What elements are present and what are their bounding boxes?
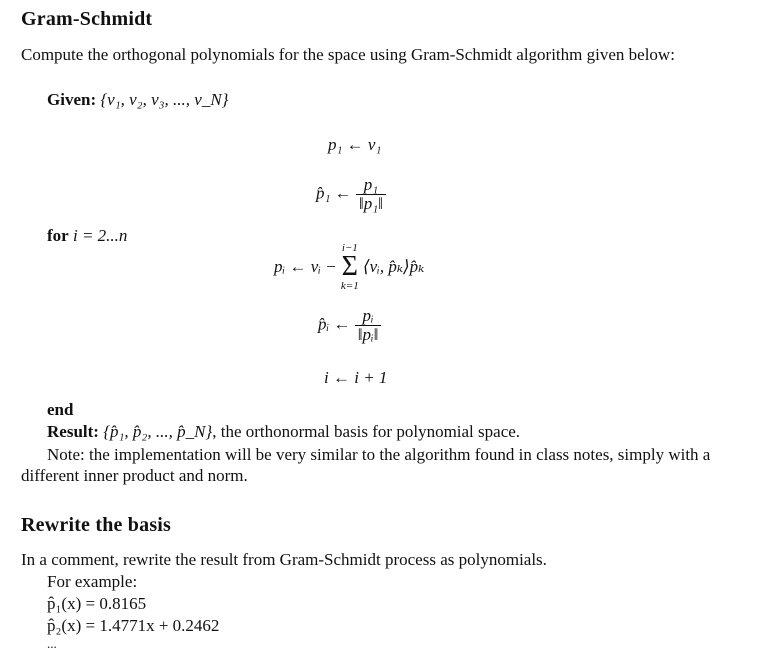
for-line [47,226,127,246]
result-line [47,422,520,442]
example-label: For example: [47,572,138,591]
given-label: Given: [47,90,97,109]
given-set: {v₁, v₂, v₃, ..., v_N} [100,90,229,109]
end-label: end [47,400,74,419]
rewrite-intro: In a comment, rewrite the result from Gram-Schmidt process as polynomials. [21,550,547,569]
for-label: for [47,226,69,245]
example-line-p2: p̂₂(x) = 1.4771x + 0.2462 [47,616,220,635]
fraction-pi: $\frac{\text{pᵢ}}{\text{‖pᵢ‖}}$ [355,307,382,344]
result-set: {p̂₁, p̂₂, ..., p̂_N} [103,422,213,441]
equation-increment: i ← i + 1 [324,368,388,387]
equation-projection: pᵢ ← vᵢ − i−1 Σ k=1 ⟨vᵢ, p̂ₖ⟩p̂ₖ [274,242,425,292]
section-title-gram-schmidt: Gram-Schmidt [21,8,153,30]
result-text: , the orthonormal basis for polynomial space. [212,422,521,441]
for-range: i = 2...n [72,226,128,245]
given-line [47,90,228,110]
note-paragraph: Note: the implementation will be very similar to the algorithm found in class notes, simply with a different inner product and norm. [21,445,711,485]
equation-init-p1: p₁ ← v₁ [328,135,382,154]
equation-normalize-pi: p̂ᵢ ← $\frac{\text{pᵢ}}{\text{‖pᵢ‖}}$ [318,307,381,344]
fraction-p1: $\frac{\text{p₁}}{\text{‖p₁‖}}$ [356,176,386,213]
section-title-rewrite: Rewrite the basis [21,514,172,536]
example-line-p1: p̂₁(x) = 0.8165 [47,594,147,613]
summation: i−1 Σ k=1 [340,242,359,292]
example-ellipsis: ... [47,636,57,651]
intro-paragraph: Compute the orthogonal polynomials for the space using Gram-Schmidt algorithm given below: [21,45,675,64]
result-label: Result: [47,422,99,441]
equation-normalize-p1: p̂₁ ← $\frac{\text{p₁}}{\text{‖p₁‖}}$ [316,176,386,213]
